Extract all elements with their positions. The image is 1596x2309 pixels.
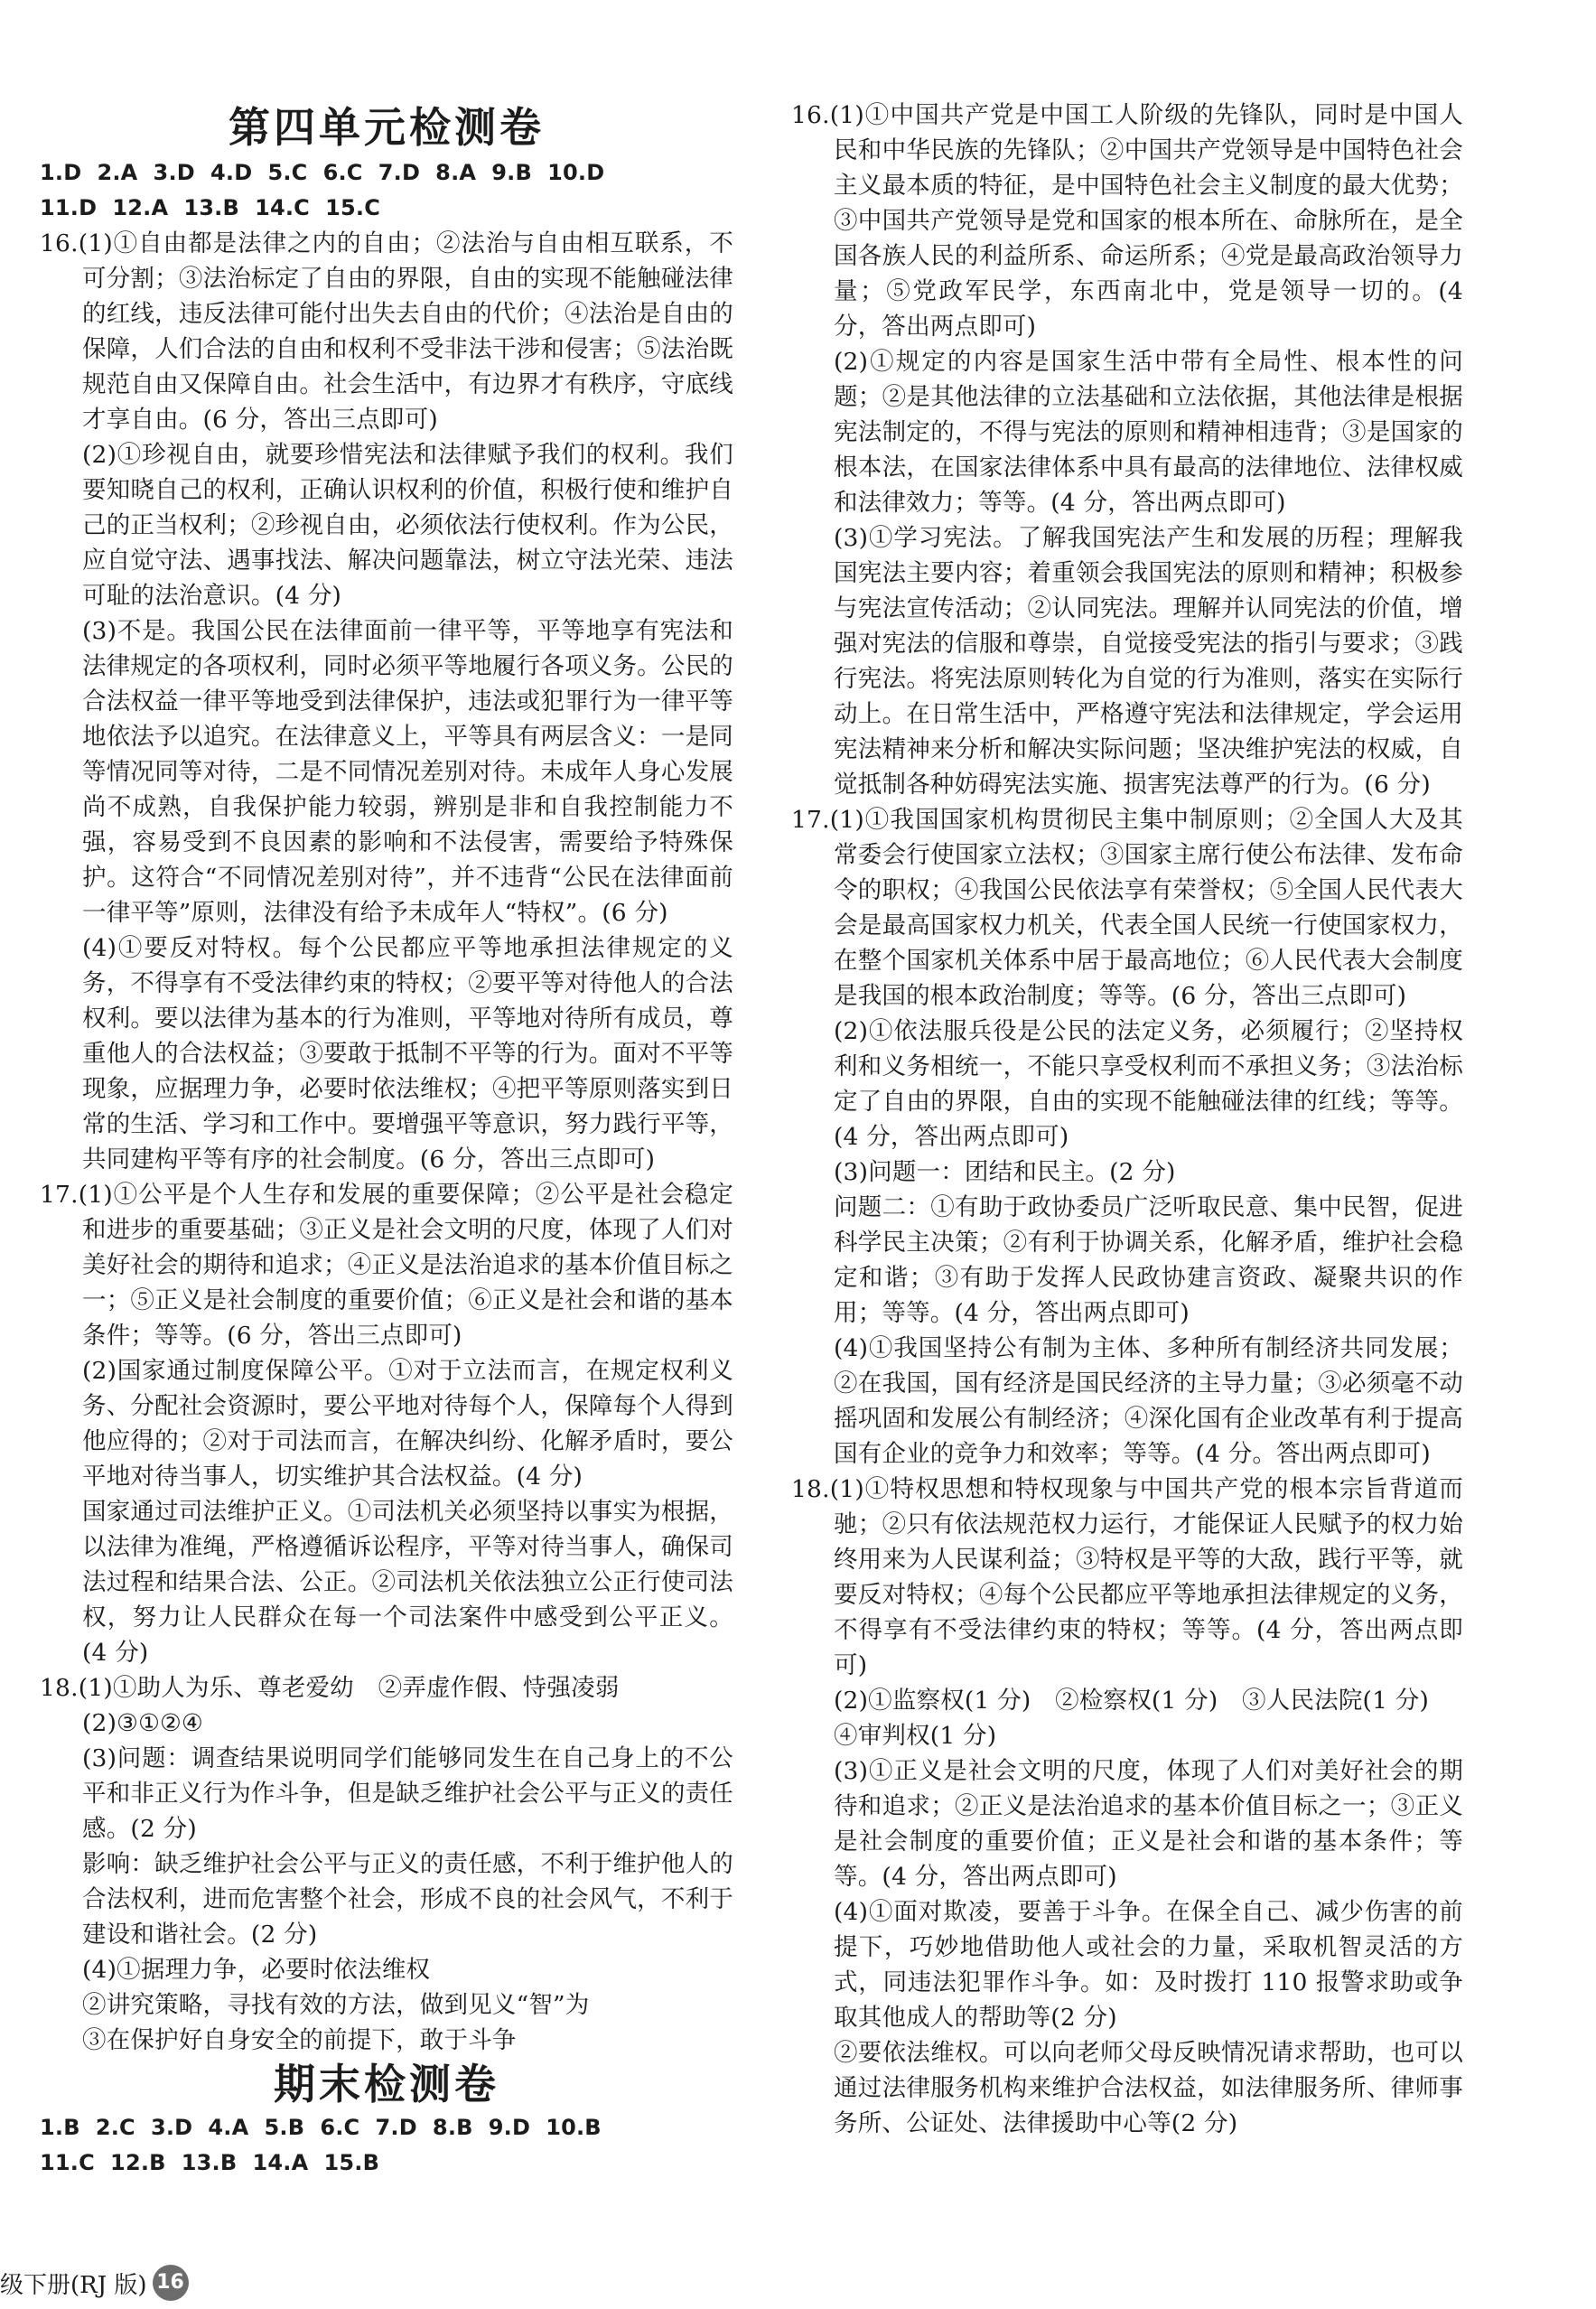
final-q18-1: 18.(1)①特权思想和特权现象与中国共产党的根本宗旨背道而驰；②只有依法规范权力运行，才能保证人民赋予的权力始终用来为人民谋利益；③特权是平等的大敌，践行平等，就要反对特权；④每个公民都应平等地承担法律规定的义务，不得享有不受法律约束的特权；等等。(4 分，答出两点即可) (791, 1475, 1463, 1679)
final-q16-1: 16.(1)①中国共产党是中国工人阶级的先锋队，同时是中国人民和中华民族的先锋队；②中国共产党领导是中国特色社会主义最本质的特征，是中国特色社会主义制度的最大优势；③中国共产党领导是党和国家的根本所在、命脉所在，是全国各族人民的利益所系、命运所系；④党是最高政治领导力量；⑤党政军民学，东西南北中，党是领导一切的。(4 分，答出两点即可) (791, 101, 1463, 341)
final-answers-row2: 11.C 12.B 13.B 14.A 15.B (40, 2150, 380, 2175)
unit4-answers-row2: 11.D 12.A 13.B 14.C 15.C (40, 195, 381, 220)
unit4-q16-4: (4)①要反对特权。每个公民都应平等地承担法律规定的义务，不得享有不受法律约束的特权；②要平等对待他人的合法权利。要以法律为基本的行为准则，平等地对待所有成员，尊重他人的合法权益；③要敢于抵制不平等的行为。面对不平等现象，应据理力争，必要时依法维权；④把平等原则落实到日常的生活、学习和工作中。要增强平等意识，努力践行平等，共同建构平等有序的社会制度。(6 分，答出三点即可) (82, 934, 733, 1173)
unit4-q17-1: 17.(1)①公平是个人生存和发展的重要保障；②公平是社会稳定和进步的重要基础；③正义是社会文明的尺度，体现了人们对美好社会的期待和追求；④正义是法治追求的基本价值目标之一；⑤正义是社会制度的重要价值；⑥正义是社会和谐的基本条件；等等。(6 分，答出三点即可) (40, 1181, 733, 1350)
unit4-q18-4a: (4)①据理力争，必要时依法维权 (82, 1956, 431, 1984)
page-footer (0, 2265, 189, 2301)
unit4-answers-row1: 1.D 2.A 3.D 4.D 5.C 6.C 7.D 8.A 9.B 10.D (40, 160, 605, 185)
unit4-q17-2a: (2)国家通过制度保障公平。①对于立法而言，在规定权利义务、分配社会资源时，要公平地对待每个人，保障每个人得到他应得的；②对于司法而言，在解决纠纷、化解矛盾时，要公平地对待当事人，切实维护其合法权益。(4 分) (82, 1357, 733, 1491)
page-number-badge: 16 (153, 2265, 189, 2301)
unit4-q17-2b: 国家通过司法维护正义。①司法机关必须坚持以事实为根据，以法律为准绳，严格遵循诉讼程序，平等对待当事人，确保司法过程和结果合法、公正。②司法机关依法独立公正行使司法权，努力让人民群众在每一个司法案件中感受到公平正义。(4 分) (82, 1498, 733, 1667)
footer-label: 级下册(RJ 版) (0, 2271, 147, 2299)
final-q17-2: (2)①依法服兵役是公民的法定义务，必须履行；②坚持权利和义务相统一，不能只享受权利而不承担义务；③法治标定了自由的界限，自由的实现不能触碰法律的红线；等等。(4 分，答出两点即可) (834, 1017, 1463, 1151)
unit4-q18-3b: 影响：缺乏维护社会公平与正义的责任感，不利于维护他人的合法权利，进而危害整个社会，形成不良的社会风气，不利于建设和谐社会。(2 分) (82, 1850, 733, 1949)
final-q18-3: (3)①正义是社会文明的尺度，体现了人们对美好社会的期待和追求；②正义是法治追求的基本价值目标之一；③正义是社会制度的重要价值；正义是社会和谐的基本条件；等等。(4 分，答出两点即可) (834, 1757, 1463, 1891)
unit4-q18-4c: ③在保护好自身安全的前提下，敢于斗争 (82, 2026, 517, 2054)
final-q17-4: (4)①我国坚持公有制为主体、多种所有制经济共同发展；②在我国，国有经济是国民经济的主导力量；③必须毫不动摇巩固和发展公有制经济；④深化国有企业改革有利于提高国有企业的竞争力和效率；等等。(4 分。答出两点即可) (834, 1334, 1463, 1468)
final-q18-4a: (4)①面对欺凌，要善于斗争。在保全自己、减少伤害的前提下，巧妙地借助他人或社会的力量，采取机智灵活的方式，同违法犯罪作斗争。如：及时拨打 110 报警求助或争取其他成人的帮助等(2 分) (834, 1898, 1463, 2032)
final-q18-2a: (2)①监察权(1 分) ②检察权(1 分) ③人民法院(1 分) (834, 1687, 1430, 1715)
final-answers-row1: 1.B 2.C 3.D 4.A 5.B 6.C 7.D 8.B 9.D 10.B (40, 2115, 602, 2140)
unit4-q18-3a: (3)问题：调查结果说明同学们能够同发生在自己身上的不公平和非正义行为作斗争，但是缺乏维护社会公平与正义的责任感。(2 分) (82, 1744, 733, 1843)
unit4-q16-2: (2)①珍视自由，就要珍惜宪法和法律赋予我们的权利。我们要知晓自己的权利，正确认识权利的价值，积极行使和维护自己的正当权利；②珍视自由，必须依法行使权利。作为公民，应自觉守法、遇事找法、解决问题靠法，树立守法光荣、违法可耻的法治意识。(4 分) (82, 441, 733, 610)
page-title-final: 期末检测卷 (274, 2060, 499, 2108)
unit4-q16-1: 16.(1)①自由都是法律之内的自由；②法治与自由相互联系，不可分割；③法治标定了自由的界限，自由的实现不能触碰法律的红线，违反法律可能付出失去自由的代价；④法治是自由的保障，人们合法的自由和权利不受非法干涉和侵害；⑤法治既规范自由又保障自由。社会生活中，有边界才有秩序，守底线才享自由。(6 分，答出三点即可) (40, 229, 733, 434)
right-column (791, 98, 1463, 2141)
final-q17-3b: 问题二：①有助于政协委员广泛听取民意、集中民智，促进科学民主决策；②有利于协调关系，化解矛盾，维护社会稳定和谐；③有助于发挥人民政协建言资政、凝聚共识的作用；等等。(4 分，答出两点即可) (834, 1193, 1463, 1327)
page-title-unit4: 第四单元检测卷 (229, 103, 545, 152)
left-column (40, 155, 733, 2181)
unit4-q18-2: (2)③①②④ (82, 1709, 203, 1737)
final-q16-2: (2)①规定的内容是国家生活中带有全局性、根本性的问题；②是其他法律的立法基础和立法依据，其他法律是根据宪法制定的，不得与宪法的原则和精神相违背；③是国家的根本法，在国家法律体系中具有最高的法律地位、法律权威和法律效力；等等。(4 分，答出两点即可) (834, 348, 1463, 517)
final-q16-3: (3)①学习宪法。了解我国宪法产生和发展的历程；理解我国宪法主要内容；着重领会我国宪法的原则和精神；积极参与宪法宣传活动；②认同宪法。理解并认同宪法的价值，增强对宪法的信服和尊崇，自觉接受宪法的指引与要求；③践行宪法。将宪法原则转化为自觉的行为准则，落实在实际行动上。在日常生活中，严格遵守宪法和法律规定，学会运用宪法精神来分析和解决实际问题；坚决维护宪法的权威，自觉抵制各种妨碍宪法实施、损害宪法尊严的行为。(6 分) (834, 524, 1463, 799)
final-q18-2b: ④审判权(1 分) (834, 1722, 997, 1750)
unit4-q16-3: (3)不是。我国公民在法律面前一律平等，平等地享有宪法和法律规定的各项权利，同时必须平等地履行各项义务。公民的合法权益一律平等地受到法律保护，违法或犯罪行为一律平等地依法予以追究。在法律意义上，平等具有两层含义：一是同等情况同等对待，二是不同情况差别对待。未成年人身心发展尚不成熟，自我保护能力较弱，辨别是非和自我控制能力不强，容易受到不良因素的影响和不法侵害，需要给予特殊保护。这符合“不同情况差别对待”，并不违背“公民在法律面前一律平等”原则，法律没有给予未成年人“特权”。(6 分) (82, 617, 733, 927)
unit4-q18-4b: ②讲究策略，寻找有效的方法，做到见义“智”为 (82, 1991, 590, 2019)
final-q17-3a: (3)问题一：团结和民主。(2 分) (834, 1158, 1176, 1186)
final-q18-4b: ②要依法维权。可以向老师父母反映情况请求帮助，也可以通过法律服务机构来维护合法权益，如法律服务所、律师事务所、公证处、法律援助中心等(2 分) (834, 2039, 1463, 2137)
unit4-q18-1: 18.(1)①助人为乐、尊老爱幼 ②弄虚作假、恃强凌弱 (40, 1674, 620, 1702)
final-q17-1: 17.(1)①我国国家机构贯彻民主集中制原则；②全国人大及其常委会行使国家立法权；③国家主席行使公布法律、发布命令的职权；④我国公民依法享有荣誉权；⑤全国人民代表大会是最高国家权力机关，代表全国人民统一行使国家权力，在整个国家机关体系中居于最高地位；⑥人民代表大会制度是我国的根本政治制度；等等。(6 分，答出三点即可) (791, 806, 1463, 1010)
